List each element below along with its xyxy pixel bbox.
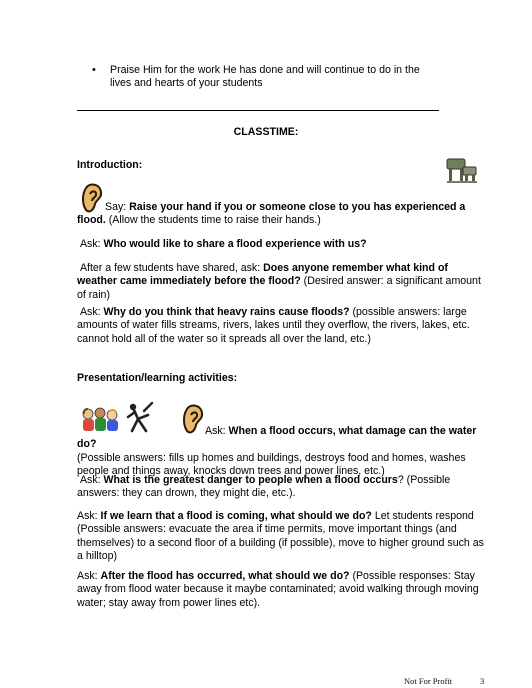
presentation-title: Presentation/learning activities: [77,372,238,384]
intro-say-paragraph: Say: Raise your hand if you or someone close to you has experienced a flood. (Allow the students time to raise their hands.) [77,201,466,227]
footer-note: Not For Profit [404,676,453,686]
intro-rains-paragraph: Ask: Why do you think that heavy rains cause floods? (possible answers: large amounts of water fills streams, rivers, lakes until they overflow, the rivers, lakes, etc. cannot hold all of the water so it spreads all over the land, etc.) [77,306,470,345]
classtime-heading: CLASSTIME: [233,126,299,138]
page-number: 3 [480,676,485,686]
presentation-after-paragraph: Ask: After the flood has occurred, what should we do? (Possible responses: Stay away from flood water because it maybe contaminated; avoid walking through moving water; stay away from power lines etc). [77,570,479,609]
intro-ask-share-paragraph: Ask: Who would like to share a flood experience with us? [79,238,367,250]
introduction-title: Introduction: [77,159,143,171]
presentation-damage-paragraph: Ask: When a flood occurs, what damage can the water do? (Possible answers: fills up homes and buildings, destroys food and homes, washes people and things away, knocks down trees and power lines, etc.) [77,425,477,478]
intro-weather-paragraph: After a few students have shared, ask: Does anyone remember what kind of weather came immediately before the flood? (Desired answer: a significant amount of rain) [77,262,481,301]
desk-icon [445,153,479,185]
bullet-dot: • [92,64,96,76]
horizontal-rule [77,110,439,111]
presentation-learn-paragraph: Ask: If we learn that a flood is coming, what should we do? Let students respond (Possible answers: evacuate the area if time permits, move important things (and themselves) to a second floor of a building (if possible), move to higher ground such as a hilltop) [77,510,484,563]
bullet-text: Praise Him for the work He has done and will continue to do in the lives and hearts of your students [110,64,420,90]
presentation-danger-paragraph: Ask: What is the greatest danger to people when a flood occurs? (Possible answers: they can drown, they might die, etc.). [77,474,451,500]
